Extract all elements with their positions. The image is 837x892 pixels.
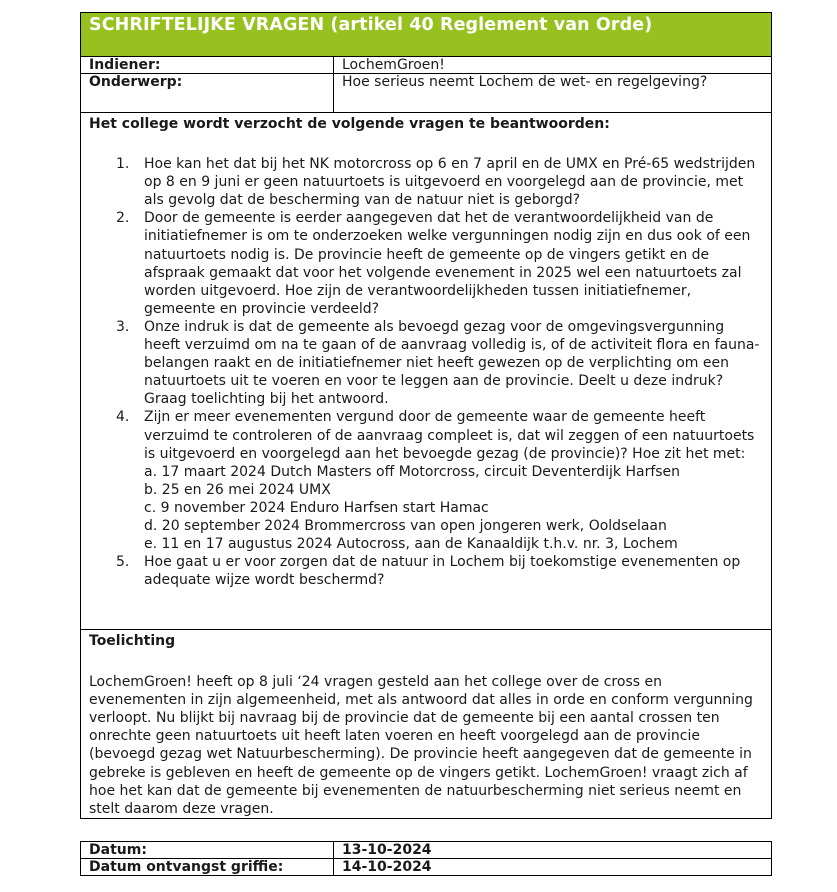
question-number: 2.: [116, 210, 130, 227]
indiener-row: [81, 57, 772, 74]
question-item: [89, 155, 763, 209]
question-text: Zijn er meer evenementen vergund door de gemeente waar de gemeente heeft verzuimd te controleren of de aanvraag compleet is, dat wil zeggen of een natuurtoets is uitgevoerd en voorgelegd aan het bevoegde gezag (de provincie)? Hoe zit het met:: [144, 409, 755, 462]
event-sublist: [144, 463, 763, 553]
question-item: [89, 408, 763, 553]
onderwerp-value: Hoe serieus neemt Lochem de wet- en regelgeving?: [334, 74, 772, 113]
questions-heading: Het college wordt verzocht de volgende vragen te beantwoorden:: [89, 116, 610, 132]
questions-list: [89, 155, 763, 589]
question-number: 5.: [116, 554, 130, 571]
toelichting-heading: Toelichting: [89, 633, 176, 649]
ontvangst-row: [81, 859, 772, 876]
question-item: [89, 318, 763, 408]
question-number: 3.: [116, 318, 130, 335]
event-subitem: a. 17 maart 2024 Dutch Masters off Motorcross, circuit Deventerdijk Harfsen: [144, 463, 681, 480]
event-subitem: d. 20 september 2024 Brommercross van open jongeren werk, Ooldselaan: [144, 517, 667, 534]
datum-label: Datum:: [81, 842, 334, 859]
question-form-table: [80, 12, 772, 819]
ontvangst-label: Datum ontvangst griffie:: [81, 859, 334, 876]
question-number: 1.: [116, 156, 130, 173]
dates-table: [80, 841, 772, 876]
question-text: Hoe kan het dat bij het NK motorcross op 6 en 7 april en de UMX en Pré-65 wedstrijden op 8 en 9 juni er geen natuurtoets is uitgevoerd en voorgelegd aan de provincie, met als gevolg dat de bescherming van de natuur niet is geborgd?: [144, 156, 756, 209]
question-item: [89, 209, 763, 318]
question-text: Onze indruk is dat de gemeente als bevoegd gezag voor de omgevingsvergunning heeft verzuimd om na te gaan of de aanvraag volledig is, of de activiteit flora en fauna-belangen raakt en de initiatiefnemer niet heeft gewezen op de verplichting om een natuurtoets uit te voeren en voor te leggen aan de provincie. Deelt u deze indruk? Graag toelichting bij het antwoord.: [144, 318, 760, 408]
event-subitem: b. 25 en 26 mei 2024 UMX: [144, 481, 331, 498]
onderwerp-row: [81, 74, 772, 113]
event-subitem: e. 11 en 17 augustus 2024 Autocross, aan de Kanaaldijk t.h.v. nr. 3, Lochem: [144, 536, 678, 553]
ontvangst-value: 14-10-2024: [334, 859, 772, 876]
question-item: [89, 553, 763, 589]
datum-row: [81, 842, 772, 859]
question-number: 4.: [116, 409, 130, 426]
question-text: Hoe gaat u er voor zorgen dat de natuur in Lochem bij toekomstige evenementen op adequate wijze wordt beschermd?: [144, 554, 741, 589]
indiener-label: Indiener:: [81, 57, 334, 74]
document-title: SCHRIFTELIJKE VRAGEN (artikel 40 Reglement van Orde): [81, 13, 772, 57]
toelichting-section: [81, 630, 772, 819]
onderwerp-label: Onderwerp:: [81, 74, 334, 113]
datum-value: 13-10-2024: [334, 842, 772, 859]
questions-section: [81, 113, 772, 630]
document: [80, 12, 771, 819]
toelichting-text: LochemGroen! heeft op 8 juli ‘24 vragen gesteld aan het college over de cross en evenementen in zijn algemeenheid, met als antwoord dat alles in orde en conform vergunning verloopt. Nu blijkt bij navraag bij de provincie dat de gemeente bij een aantal crossen ten onrechte geen natuurtoets uit heeft laten voeren en heeft voorgelegd aan de provincie (bevoegd gezag wet Natuurbescherming). De provincie heeft aangegeven dat de gemeente in gebreke is gebleven en heeft de gemeente op de vingers getikt. LochemGroen! vraagt zich af hoe het kan dat de gemeente bij evenementen de natuurbescherming niet serieus neemt en stelt daarom deze vragen.: [89, 674, 753, 817]
question-text: Door de gemeente is eerder aangegeven dat het de verantwoordelijkheid van de initiatiefnemer is om te onderzoeken welke vergunningen nodig zijn en dus ook of een natuurtoets nodig is. De provincie heeft de gemeente op de vingers getikt en de afspraak gemaakt dat voor het volgende evenement in 2025 wel een natuurtoets zal worden uitgevoerd. Hoe zijn de verantwoordelijkheden tussen initiatiefnemer, gemeente en provincie verdeeld?: [144, 210, 751, 317]
indiener-value: LochemGroen!: [334, 57, 772, 74]
event-subitem: c. 9 november 2024 Enduro Harfsen start Hamac: [144, 499, 489, 516]
